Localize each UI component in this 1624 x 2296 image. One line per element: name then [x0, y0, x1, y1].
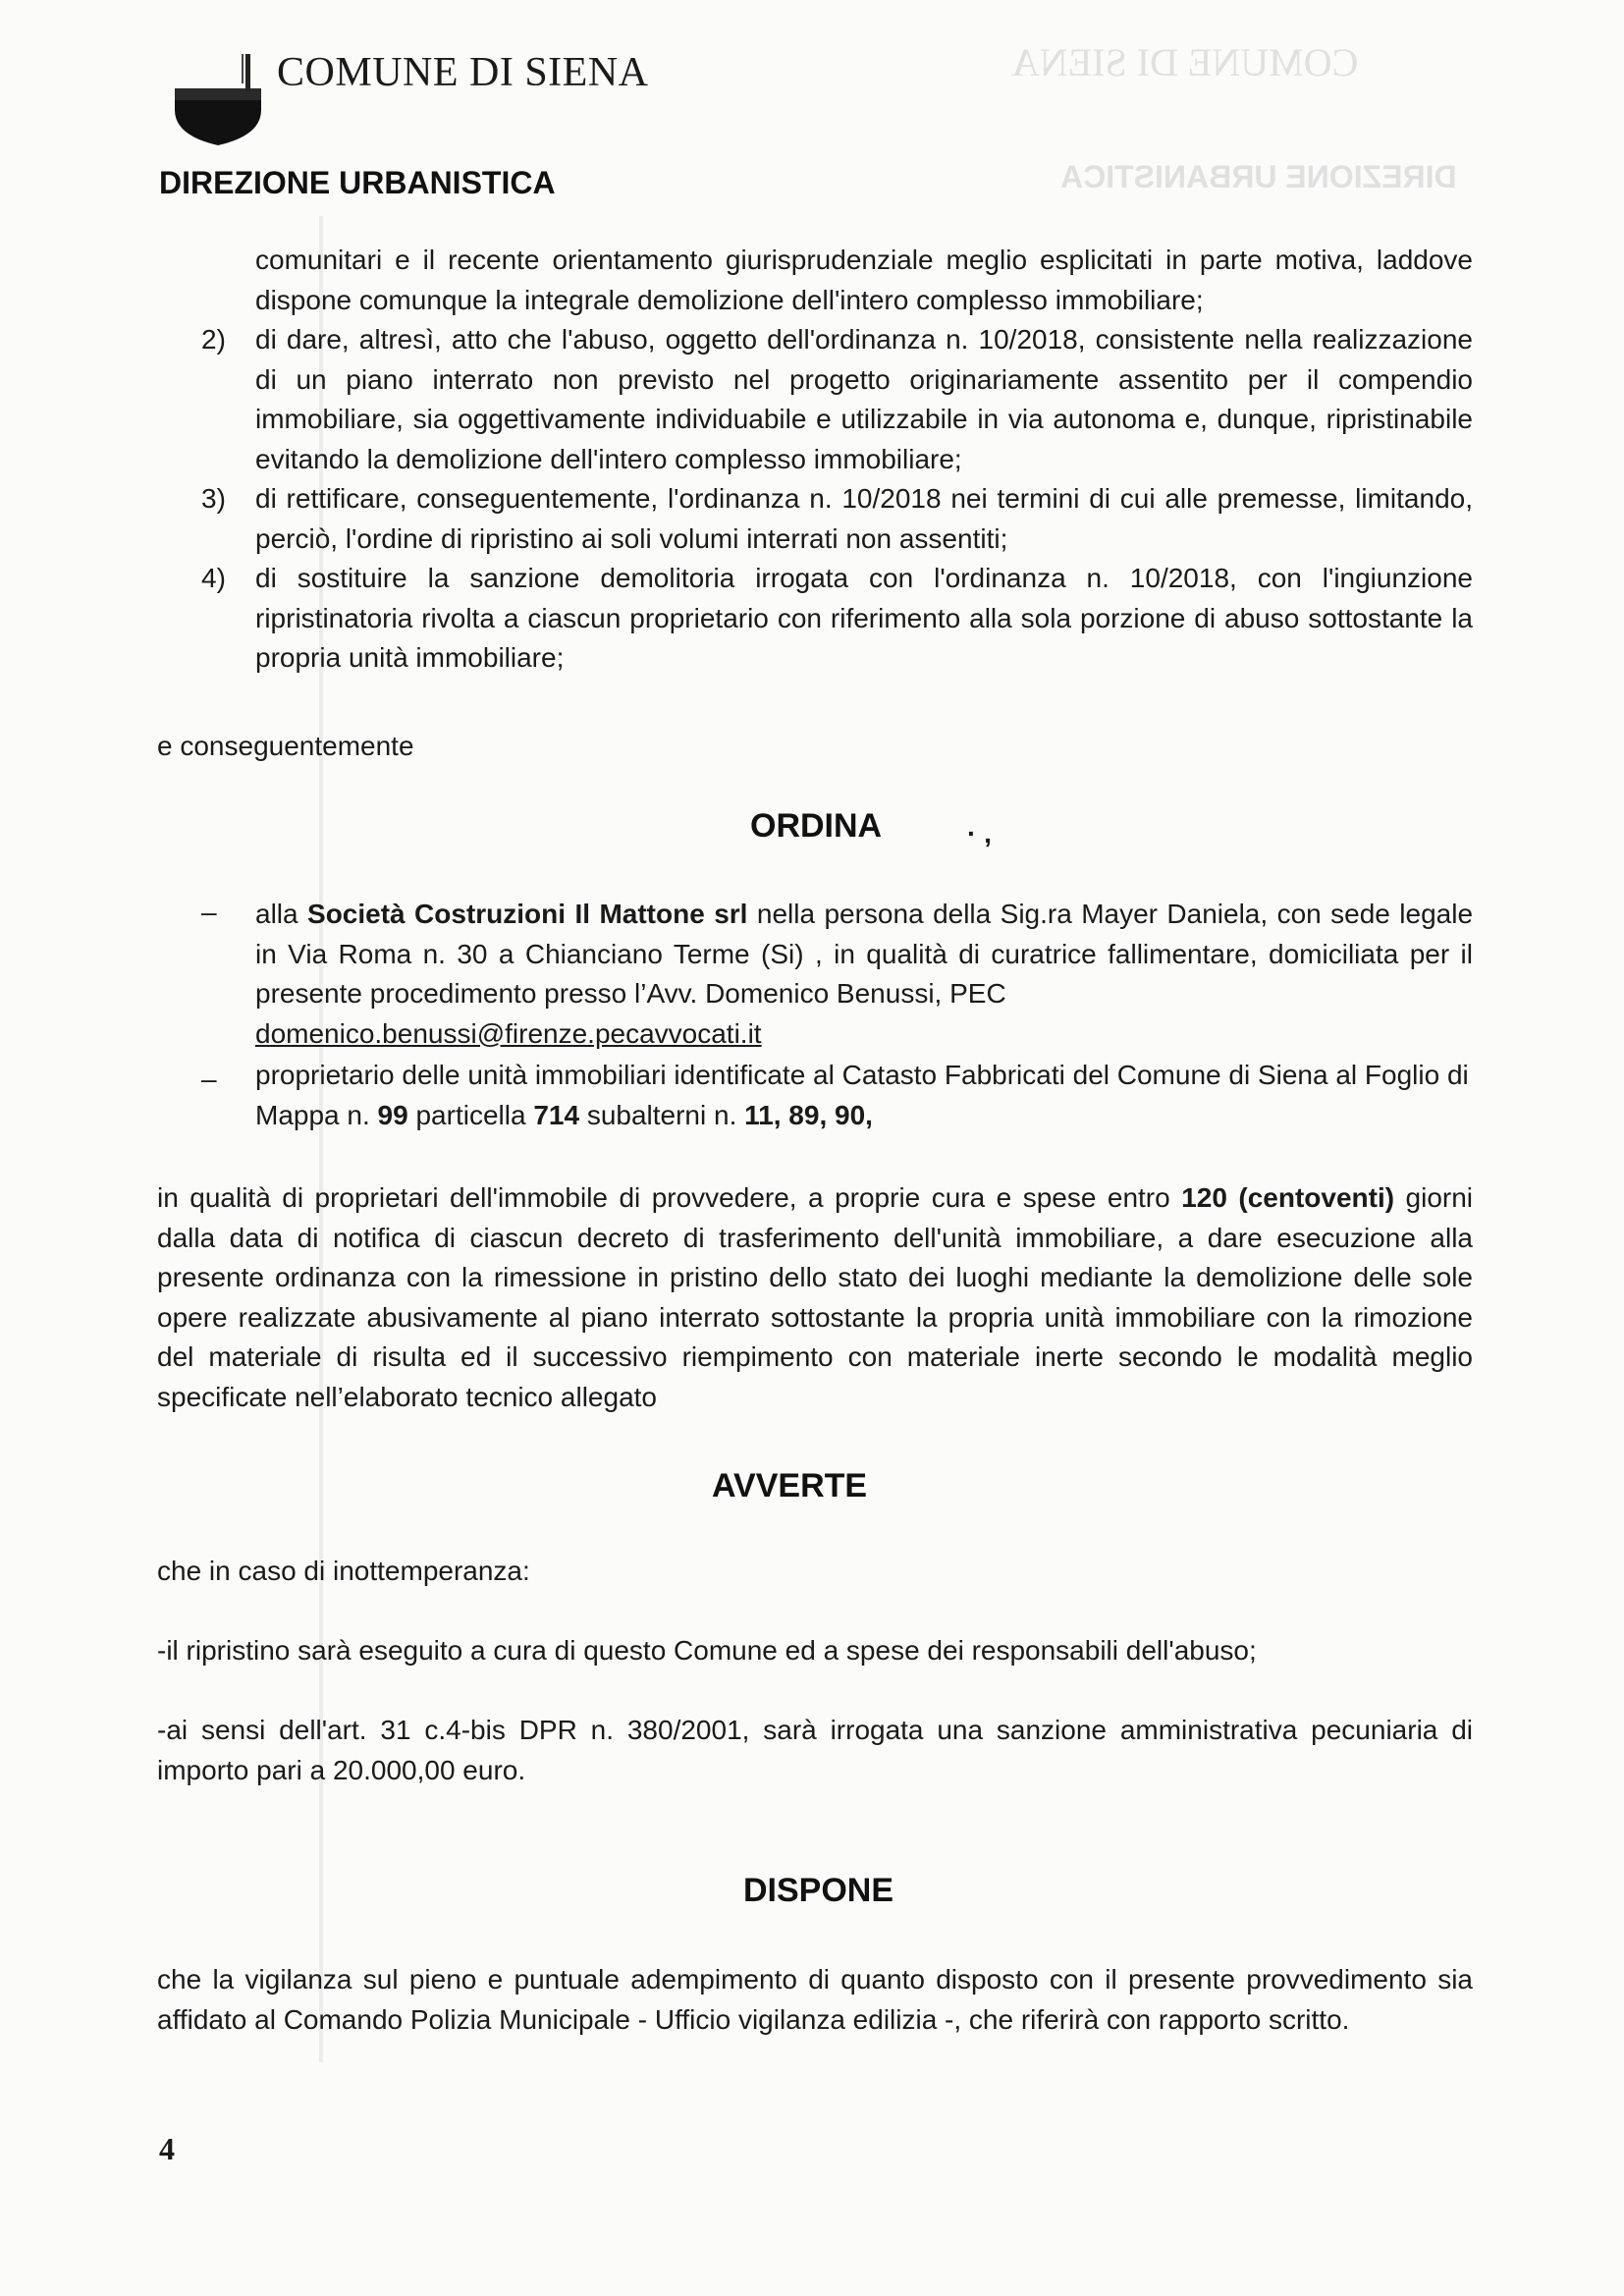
list-dash: – [201, 1064, 217, 1094]
avverte-point: -il ripristino sarà eseguito a cura di questo Comune ed a spese dei responsabili dell'abuso; [157, 1635, 1257, 1666]
ordina-body-start: in qualità di proprietari dell'immobile di provvedere, a proprie cura e spese entro [157, 1182, 1170, 1213]
list-item: di sostituire la sanzione demolitoria irrogata con l'ordinanza n. 10/2018, con l'ingiunzione ripristinatoria rivolta a ciascun proprietario con riferimento alla sola porzione di abuso sottostante la propria unità immobiliare; [255, 563, 1473, 673]
owner-paragraph [255, 1056, 1473, 1135]
list-item: di rettificare, conseguentemente, l'ordinanza n. 10/2018 nei termini di cui alle premesse, limitando, perciò, l'ordine di ripristino ai soli volumi interrati non assentiti; [255, 483, 1473, 554]
avverte-point: -ai sensi dell'art. 31 c.4-bis DPR n. 380/2001, sarà irrogata una sanzione amministrativa pecuniaria di importo pari a 20.000,00 euro. [157, 1715, 1473, 1785]
siena-coat-of-arms-icon [167, 49, 275, 147]
recipient-company: Società Costruzioni Il Mattone srl [307, 899, 748, 929]
list-number: 2) [201, 324, 226, 355]
list-number: 4) [201, 563, 226, 593]
page-number: 4 [159, 2131, 175, 2166]
conseguentemente-text: e conseguentemente [157, 731, 414, 761]
particella-label: particella [415, 1099, 526, 1130]
scan-mark: · , [967, 818, 992, 848]
department-title: DIREZIONE URBANISTICA [159, 165, 556, 200]
dispone-heading: DISPONE [743, 1872, 894, 1909]
bleed-through-header: COMUNE DI SIENA [1011, 40, 1359, 84]
list-item: di dare, altresì, atto che l'abuso, oggetto dell'ordinanza n. 10/2018, consistente nella realizzazione di un piano interrato non previsto nel progetto originariamente assentito per il compendio immobiliare, sia oggettivamente individuabile e utilizzabile in via autonoma e, dunque, ripristinabile evitando la demolizione dell'intero complesso immobiliare; [255, 324, 1473, 474]
deadline-days: 120 (centoventi) [1181, 1182, 1395, 1213]
avverte-intro: che in caso di inottemperanza: [157, 1556, 530, 1586]
ordina-body [157, 1178, 1473, 1417]
owner-text: proprietario delle unità immobiliari identificate al Catasto Fabbricati del Comune di Siena al Foglio di Mappa n. [255, 1060, 1469, 1130]
list-dash: – [201, 897, 217, 927]
ordina-body-end: giorni dalla data di notifica di ciascun decreto di trasferimento dell'unità immobiliare, a dare esecuzione alla presente ordinanza con la rimessione in pristino dello stato dei luoghi mediante la demolizione delle sole opere realizzate abusivamente al piano interrato sottostante la propria unità immobiliare con la rimozione del materiale di risulta ed il successivo riempimento con materiale inerte secondo le modalità meglio specificate nell’elaborato tecnico allegato [157, 1182, 1474, 1412]
municipality-name: COMUNE DI SIENA [277, 50, 649, 95]
list-number: 3) [201, 483, 226, 514]
avverte-heading: AVVERTE [712, 1467, 868, 1504]
particella-number: 714 [533, 1099, 580, 1130]
dispone-text: che la vigilanza sul pieno e puntuale adempimento di quanto disposto con il presente provvedimento sia affidato al Comando Polizia Municipale - Ufficio vigilanza edilizia -, che riferirà con rapporto scritto. [157, 1964, 1473, 2035]
recipient-details: nella persona della Sig.ra Mayer Daniela, con sede legale in Via Roma n. 30 a Chianciano Terme (Si) , in qualità di curatrice fallimentare, domiciliata per il presente procedimento presso l’Avv. Domenico Benussi, PEC [255, 899, 1474, 1009]
recipient-paragraph [255, 895, 1473, 1054]
foglio-number: 99 [377, 1099, 408, 1130]
subalterni-numbers: 11, 89, 90, [744, 1099, 873, 1130]
recipient-prefix: alla [255, 899, 298, 929]
ordina-heading: ORDINA [750, 807, 883, 845]
pec-email-link[interactable]: domenico.benussi@firenze.pecavvocati.it [255, 1017, 762, 1049]
subalterni-label: subalterni n. [586, 1099, 737, 1130]
list-continuation: comunitari e il recente orientamento giurisprudenziale meglio esplicitati in parte motiva, laddove dispone comunque la integrale demolizione dell'intero complesso immobiliare; [255, 245, 1473, 315]
bleed-through-department: DIREZIONE URBANISTICA [1060, 159, 1457, 194]
